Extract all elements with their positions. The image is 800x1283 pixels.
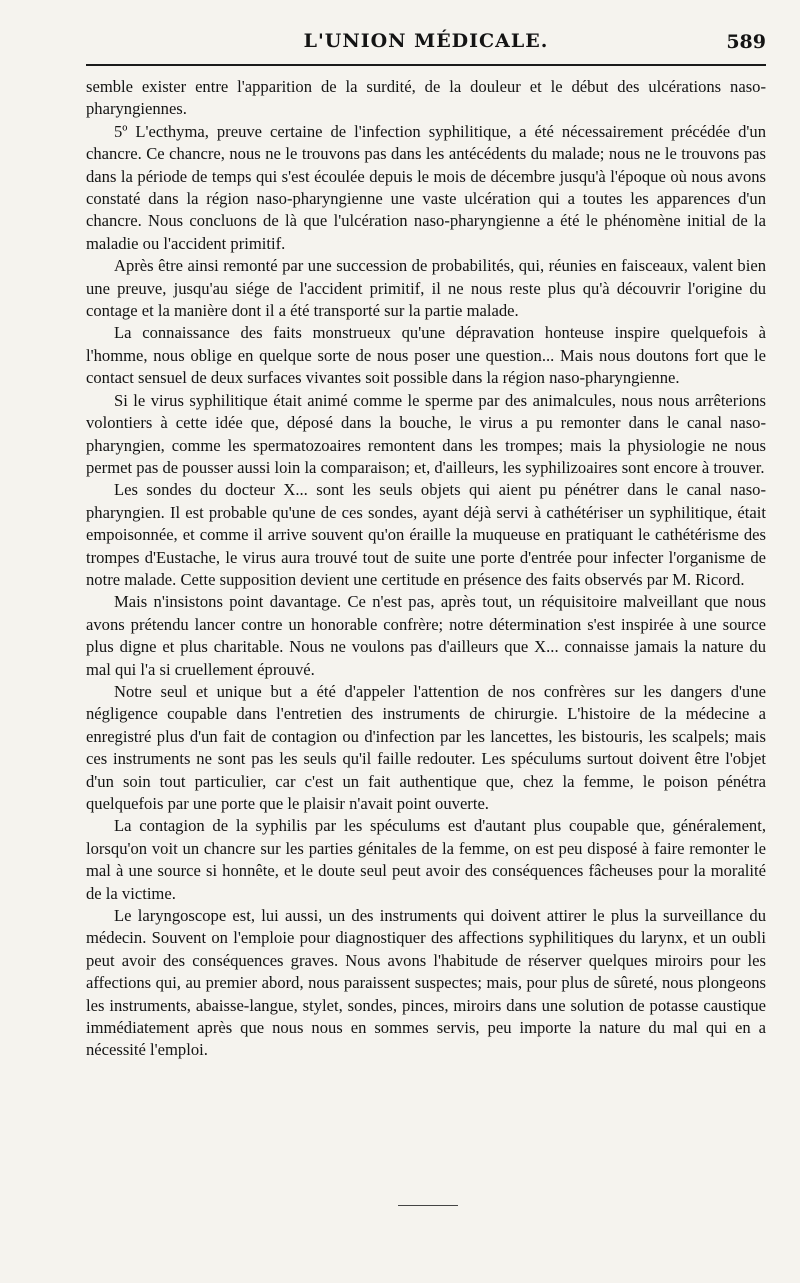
paragraph: La contagion de la syphilis par les spéculums est d'autant plus coupable que, généralement, lorsqu'on voit un chancre sur les parties génitales de la femme, on est peu disposé à faire remonter le mal à une source si honnête, et le doute seul peut avoir des conséquences fâcheuses pour la moralité de la victime. (86, 816, 766, 903)
paragraph: Après être ainsi remonté par une succession de probabilités, qui, réunies en faisceaux, valent bien une preuve, jusqu'au siége de l'accident primitif, il ne nous reste plus qu'à découvrir l'origine du contage et la manière dont il a été transporté sur la partie malade. (86, 256, 766, 321)
section-end-rule (398, 1205, 458, 1206)
header-rule (86, 64, 766, 66)
page-number: 589 (726, 31, 766, 53)
paragraph: La connaissance des faits monstrueux qu'une dépravation honteuse inspire quelquefois à l'homme, nous oblige en quelque sorte de nous poser une question... Mais nous doutons fort que le contact sensuel de deux surfaces vivantes soit possible dans la région naso-pharyngienne. (86, 323, 766, 388)
paragraph: Si le virus syphilitique était animé comme le sperme par des animalcules, nous nous arrêterions volontiers à cette idée que, déposé dans la bouche, le virus a pu remonter dans le canal naso-pharyngien, comme les spermatozoaires remontent dans les trompes; mais la physiologie ne nous permet pas de pousser aussi loin la comparaison; et, d'ailleurs, les syphilizoaires sont encore à trouver. (86, 390, 766, 477)
running-title: L'UNION MÉDICALE. (303, 30, 549, 52)
paragraph: Le laryngoscope est, lui aussi, un des instruments qui doivent attirer le plus la surveillance du médecin. Souvent on l'emploie pour diagnostiquer des affections syphilitiques du larynx, et un oubli peut avoir des conséquences graves. Nous avons l'habitude de réserver quelques miroirs pour les affections qui, au premier abord, nous paraissent suspectes; mais, pour plus de sûreté, nous plongeons les instruments, abaisse-langue, stylet, sondes, pinces, miroirs dans une solution de potasse caustique immédiatement après que nous nous en sommes servis, peu importe la nature du mal qui en a nécessité l'emploi. (86, 906, 766, 1060)
paragraph: semble exister entre l'apparition de la surdité, de la douleur et le début des ulcérations naso-pharyngiennes. (86, 77, 766, 119)
paragraph: 5º L'ecthyma, preuve certaine de l'infection syphilitique, a été nécessairement précédée d'un chancre. Ce chancre, nous ne le trouvons pas dans les antécédents du malade; nous ne le trouvons pas dans la période de temps qui s'est écoulée depuis le mois de décembre jusqu'à l'époque où nous avons constaté dans la région naso-pharyngienne une vaste ulcération qui a toutes les apparences d'un chancre. Nous concluons de là que l'ulcération naso-pharyngienne a été le phénomène initial de la maladie ou l'accident primitif. (86, 121, 766, 253)
page-header (86, 30, 766, 60)
paragraph: Notre seul et unique but a été d'appeler l'attention de nos confrères sur les dangers d'une négligence coupable dans l'entretien des instruments de chirurgie. L'histoire de la médecine a enregistré plus d'un fait de contagion ou d'infection par les lancettes, les bistouris, les scalpels; mais ces instruments ne sont pas les seuls qu'il faille redouter. Les spéculums surtout doivent être l'objet d'un soin tout particulier, car c'est un fait authentique que, chez la femme, le poison pénétra quelquefois par une porte que le plaisir n'avait point ouverte. (86, 681, 766, 813)
article-body (86, 76, 766, 1062)
paragraph: Les sondes du docteur X... sont les seuls objets qui aient pu pénétrer dans le canal naso-pharyngien. Il est probable qu'une de ces sondes, ayant déjà servi à cathétériser un syphilitique, était empoisonnée, et comme il arrive souvent qu'on éraille la muqueuse en pratiquant le cathétérisme des trompes d'Eustache, le virus aura trouvé tout de suite une porte d'entrée pour infecter l'organisme de notre malade. Cette supposition devient une certitude en présence des faits observés par M. Ricord. (86, 480, 766, 589)
paragraph: Mais n'insistons point davantage. Ce n'est pas, après tout, un réquisitoire malveillant que nous avons prétendu lancer contre un honorable confrère; notre détermination s'est inspirée à une source plus digne et plus charitable. Nous ne voulons pas d'ailleurs que X... connaisse jamais la nature du mal qui l'a si cruellement éprouvé. (86, 592, 766, 679)
